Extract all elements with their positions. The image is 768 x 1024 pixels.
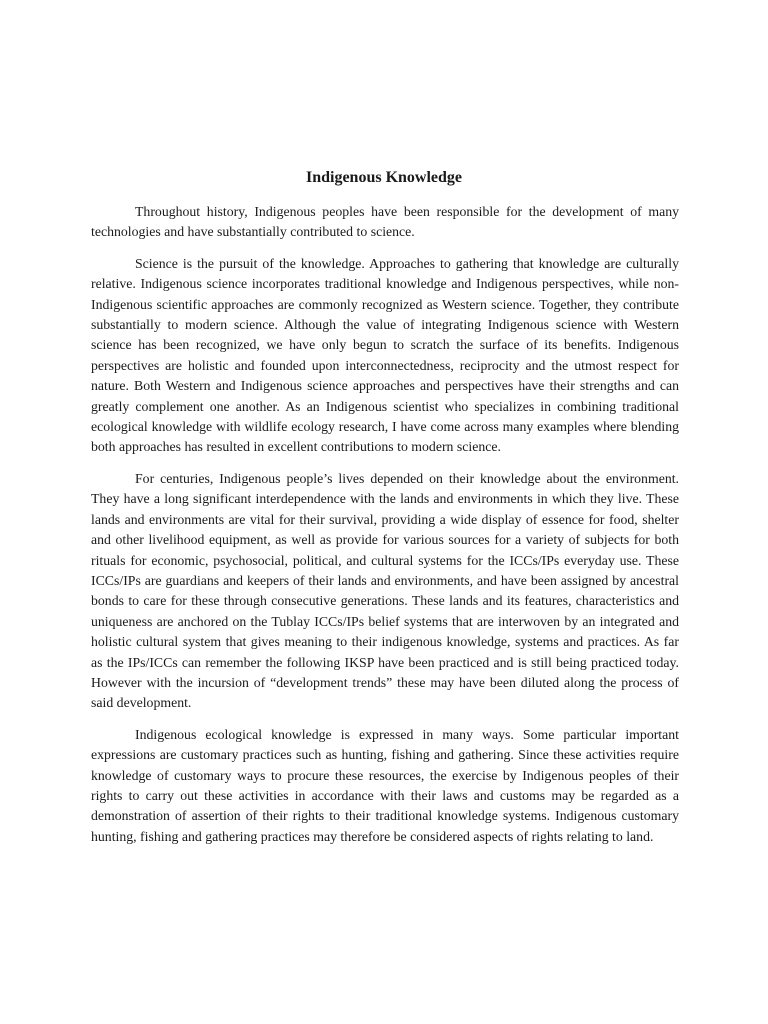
paragraph-3: For centuries, Indigenous people’s lives depended on their knowledge about the environment. They have a long significant interdependence with the lands and environments in which they live. These lands and environments are vital for their survival, providing a wide display of essence for food, shelter and other livelihood equipment, as well as provide for various sources for a variety of subjects for both rituals for economic, psychosocial, political, and cultural systems for the ICCs/IPs everyday use. These ICCs/IPs are guardians and keepers of their lands and environments, and have been assigned by ancestral bonds to care for these through consecutive generations. These lands and its features, characteristics and uniqueness are anchored on the Tublay ICCs/IPs belief systems that are interwoven by an integrated and holistic cultural system that gives meaning to their indigenous knowledge, systems and practices. As far as the IPs/ICCs can remember the following IKSP have been practiced and is still being practiced today. However with the incursion of “development trends” these may have been diluted along the process of said development. (91, 470, 679, 711)
paragraph-1: Throughout history, Indigenous peoples have been responsible for the development of many technologies and have substantially contributed to science. (91, 204, 679, 240)
paragraph-4: Indigenous ecological knowledge is expressed in many ways. Some particular important expressions are customary practices such as hunting, fishing and gathering. Since these activities require knowledge of customary ways to procure these resources, the exercise by Indigenous peoples of their rights to carry out these activities in accordance with their laws and customs may be regarded as a demonstration of assertion of their rights to their traditional knowledge systems. Indigenous customary hunting, fishing and gathering practices may therefore be considered aspects of rights relating to land. (91, 726, 679, 844)
paragraph-2: Science is the pursuit of the knowledge. Approaches to gathering that knowledge are culturally relative. Indigenous science incorporates traditional knowledge and Indigenous perspectives, while non-Indigenous scientific approaches are commonly recognized as Western science. Together, they contribute substantially to modern science. Although the value of integrating Indigenous science with Western science has been recognized, we have only begun to scratch the surface of its benefits. Indigenous perspectives are holistic and founded upon interconnectedness, reciprocity and the utmost respect for nature. Both Western and Indigenous science approaches and perspectives have their strengths and can greatly complement one another. As an Indigenous scientist who specializes in combining traditional ecological knowledge with wildlife ecology research, I have come across many examples where blending both approaches has resulted in excellent contributions to modern science. (91, 255, 679, 455)
document-body (91, 202, 679, 858)
document-title: Indigenous Knowledge (305, 169, 463, 186)
